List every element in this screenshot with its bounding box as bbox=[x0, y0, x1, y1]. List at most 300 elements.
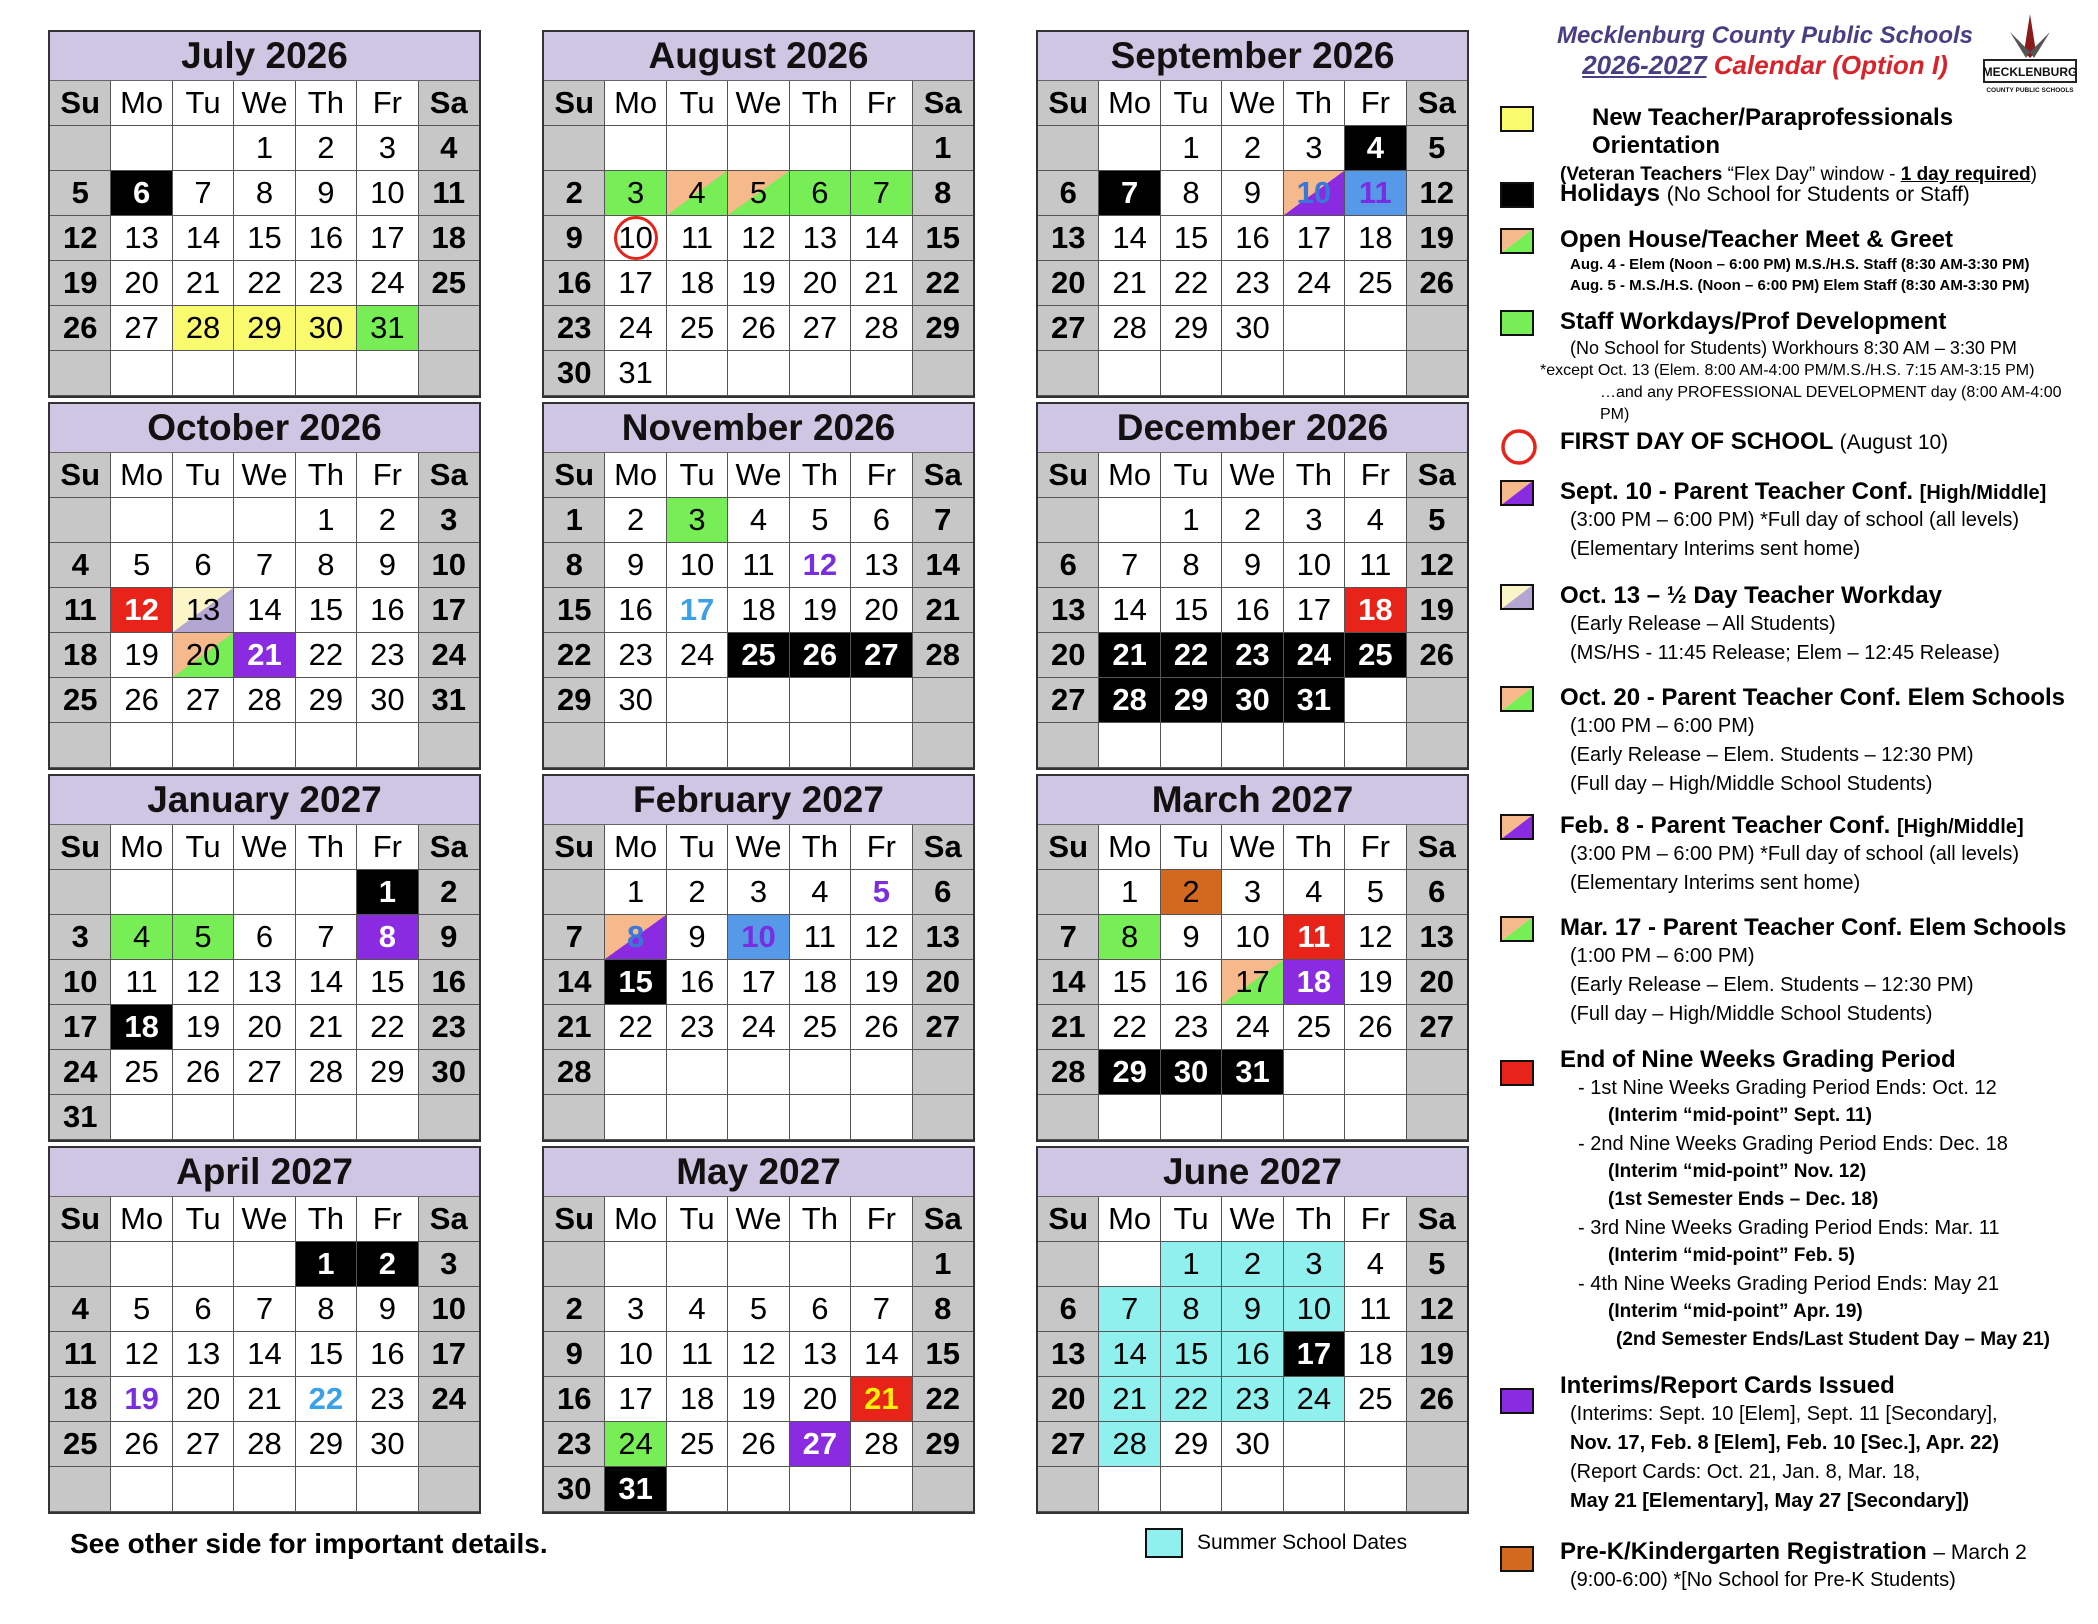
day-cell: 9 bbox=[1222, 171, 1283, 216]
empty-cell bbox=[667, 351, 728, 396]
empty-cell bbox=[790, 1050, 851, 1095]
week-row bbox=[1038, 588, 1467, 633]
day-cell: 4 bbox=[667, 171, 728, 216]
day-cell: 6 bbox=[173, 1287, 234, 1332]
day-cell: 15 bbox=[605, 960, 666, 1005]
weekday-mo: Mo bbox=[1099, 825, 1160, 870]
month-march-2027 bbox=[1036, 774, 1469, 1142]
day-cell: 14 bbox=[544, 960, 605, 1005]
weekday-su: Su bbox=[544, 453, 605, 498]
day-cell: 16 bbox=[357, 1332, 418, 1377]
empty-cell bbox=[1038, 1095, 1099, 1140]
weekday-we: We bbox=[234, 453, 295, 498]
legend-oct20: Oct. 20 - Parent Teacher Conf. Elem Schools (1:00 PM – 6:00 PM) (Early Release – Elem. Students – 12:30 PM) (Full day – High/Middle School Students) bbox=[1500, 684, 2080, 799]
week-row bbox=[544, 261, 973, 306]
day-cell: 26 bbox=[851, 1005, 912, 1050]
weekday-we: We bbox=[234, 81, 295, 126]
day-cell: 1 bbox=[913, 1242, 973, 1287]
month-title: March 2027 bbox=[1038, 776, 1467, 825]
empty-cell bbox=[173, 498, 234, 543]
day-cell: 30 bbox=[1222, 678, 1283, 723]
day-cell: 14 bbox=[1038, 960, 1099, 1005]
school-year: 2026-2027 bbox=[1582, 50, 1707, 80]
day-cell: 11 bbox=[1284, 915, 1345, 960]
day-cell: 5 bbox=[728, 1287, 789, 1332]
weekday-tu: Tu bbox=[1161, 453, 1222, 498]
week-row bbox=[1038, 1377, 1467, 1422]
weekday-tu: Tu bbox=[173, 825, 234, 870]
day-cell: 24 bbox=[1222, 1005, 1283, 1050]
day-cell: 20 bbox=[1038, 261, 1099, 306]
day-cell: 11 bbox=[50, 1332, 111, 1377]
weekday-sa: Sa bbox=[419, 453, 479, 498]
empty-cell bbox=[173, 351, 234, 396]
day-cell: 21 bbox=[1099, 1377, 1160, 1422]
day-cell: 22 bbox=[605, 1005, 666, 1050]
weekday-tu: Tu bbox=[667, 1197, 728, 1242]
empty-cell bbox=[1407, 1095, 1467, 1140]
month-title: January 2027 bbox=[50, 776, 479, 825]
day-cell: 29 bbox=[296, 1422, 357, 1467]
weekday-sa: Sa bbox=[913, 453, 973, 498]
empty-cell bbox=[357, 351, 418, 396]
day-cell: 19 bbox=[728, 1377, 789, 1422]
weekday-mo: Mo bbox=[605, 453, 666, 498]
day-cell: 29 bbox=[357, 1050, 418, 1095]
red-circle-icon bbox=[1500, 428, 1538, 466]
day-cell: 15 bbox=[1161, 1332, 1222, 1377]
day-cell: 14 bbox=[234, 588, 295, 633]
empty-cell bbox=[1284, 1422, 1345, 1467]
day-cell: 22 bbox=[913, 261, 973, 306]
day-cell: 29 bbox=[1161, 306, 1222, 351]
day-cell: 29 bbox=[1161, 1422, 1222, 1467]
empty-cell bbox=[667, 1242, 728, 1287]
day-cell: 13 bbox=[1038, 588, 1099, 633]
day-cell: 28 bbox=[851, 306, 912, 351]
weekday-sa: Sa bbox=[913, 81, 973, 126]
empty-cell bbox=[296, 870, 357, 915]
day-cell: 12 bbox=[1407, 1287, 1467, 1332]
empty-cell bbox=[1345, 1095, 1406, 1140]
week-row bbox=[50, 870, 479, 915]
summer-swatch bbox=[1145, 1528, 1183, 1558]
day-cell: 25 bbox=[790, 1005, 851, 1050]
week-row bbox=[544, 1377, 973, 1422]
day-cell: 10 bbox=[357, 171, 418, 216]
swatch-diagonal-icon bbox=[1500, 814, 1534, 840]
empty-cell bbox=[728, 1242, 789, 1287]
day-cell: 10 bbox=[1222, 915, 1283, 960]
day-cell: 17 bbox=[357, 216, 418, 261]
weekday-header bbox=[50, 81, 479, 126]
empty-cell bbox=[851, 1467, 912, 1512]
day-cell: 10 bbox=[605, 216, 666, 261]
empty-cell bbox=[234, 1242, 295, 1287]
day-cell: 26 bbox=[790, 633, 851, 678]
empty-cell bbox=[851, 1242, 912, 1287]
day-cell: 27 bbox=[1038, 306, 1099, 351]
swatch-diagonal-icon bbox=[1500, 584, 1534, 610]
week-row bbox=[50, 1050, 479, 1095]
empty-cell bbox=[111, 126, 172, 171]
day-cell: 26 bbox=[1345, 1005, 1406, 1050]
weekday-th: Th bbox=[1284, 81, 1345, 126]
day-cell: 8 bbox=[357, 915, 418, 960]
week-row bbox=[544, 1242, 973, 1287]
day-cell: 24 bbox=[1284, 1377, 1345, 1422]
empty-cell bbox=[50, 1242, 111, 1287]
week-row bbox=[544, 588, 973, 633]
weekday-mo: Mo bbox=[111, 81, 172, 126]
month-title: February 2027 bbox=[544, 776, 973, 825]
day-cell: 4 bbox=[1284, 870, 1345, 915]
day-cell: 3 bbox=[419, 498, 479, 543]
weekday-we: We bbox=[234, 825, 295, 870]
day-cell: 18 bbox=[667, 261, 728, 306]
day-cell: 10 bbox=[419, 543, 479, 588]
day-cell: 4 bbox=[728, 498, 789, 543]
day-cell: 16 bbox=[419, 960, 479, 1005]
empty-cell bbox=[913, 1050, 973, 1095]
day-cell: 2 bbox=[1222, 126, 1283, 171]
weekday-sa: Sa bbox=[913, 825, 973, 870]
day-cell: 12 bbox=[728, 1332, 789, 1377]
day-cell: 24 bbox=[50, 1050, 111, 1095]
empty-cell bbox=[1038, 1467, 1099, 1512]
empty-cell bbox=[173, 1467, 234, 1512]
day-cell: 10 bbox=[605, 1332, 666, 1377]
day-cell: 30 bbox=[1222, 306, 1283, 351]
calendar-header bbox=[1540, 22, 1990, 81]
day-cell: 4 bbox=[790, 870, 851, 915]
weekday-th: Th bbox=[790, 81, 851, 126]
weekday-we: We bbox=[728, 453, 789, 498]
day-cell: 28 bbox=[296, 1050, 357, 1095]
day-cell: 11 bbox=[790, 915, 851, 960]
day-cell: 4 bbox=[50, 1287, 111, 1332]
empty-cell bbox=[728, 1467, 789, 1512]
weekday-header bbox=[1038, 825, 1467, 870]
empty-cell bbox=[111, 723, 172, 768]
day-cell: 23 bbox=[357, 633, 418, 678]
week-row bbox=[50, 216, 479, 261]
day-cell: 13 bbox=[173, 1332, 234, 1377]
empty-cell bbox=[1099, 1467, 1160, 1512]
day-cell: 18 bbox=[1345, 588, 1406, 633]
empty-cell bbox=[1345, 723, 1406, 768]
day-cell: 11 bbox=[1345, 171, 1406, 216]
weekday-th: Th bbox=[296, 1197, 357, 1242]
day-cell: 7 bbox=[1099, 1287, 1160, 1332]
weekday-su: Su bbox=[1038, 1197, 1099, 1242]
day-cell: 6 bbox=[173, 543, 234, 588]
day-cell: 19 bbox=[1345, 960, 1406, 1005]
empty-cell bbox=[1407, 1050, 1467, 1095]
week-row bbox=[1038, 498, 1467, 543]
empty-cell bbox=[296, 1095, 357, 1140]
week-row bbox=[544, 126, 973, 171]
empty-cell bbox=[913, 351, 973, 396]
day-cell: 22 bbox=[1161, 1377, 1222, 1422]
week-row bbox=[50, 1005, 479, 1050]
empty-cell bbox=[296, 351, 357, 396]
week-row bbox=[1038, 1242, 1467, 1287]
day-cell: 11 bbox=[1345, 1287, 1406, 1332]
weekday-th: Th bbox=[1284, 825, 1345, 870]
day-cell: 25 bbox=[667, 1422, 728, 1467]
day-cell: 19 bbox=[1407, 216, 1467, 261]
legend-staff-workdays: Staff Workdays/Prof Development (No School for Students) Workhours 8:30 AM – 3:30 PM *except Oct. 13 (Elem. 8:00 AM-4:00 PM/M.S./H.S. 7:15 AM-3:15 PM) …and any PROFESSIONAL DEVELOPMENT day (8:00 AM-4:00 PM) bbox=[1500, 308, 2080, 426]
day-cell: 1 bbox=[296, 1242, 357, 1287]
empty-cell bbox=[1222, 351, 1283, 396]
empty-cell bbox=[1222, 1095, 1283, 1140]
week-row bbox=[50, 351, 479, 396]
day-cell: 3 bbox=[50, 915, 111, 960]
month-september-2026 bbox=[1036, 30, 1469, 398]
day-cell: 25 bbox=[50, 678, 111, 723]
month-june-2027 bbox=[1036, 1146, 1469, 1514]
day-cell: 12 bbox=[50, 216, 111, 261]
empty-cell bbox=[667, 1050, 728, 1095]
day-cell: 11 bbox=[1345, 543, 1406, 588]
day-cell: 16 bbox=[1222, 216, 1283, 261]
day-cell: 30 bbox=[357, 678, 418, 723]
weekday-su: Su bbox=[1038, 81, 1099, 126]
empty-cell bbox=[790, 351, 851, 396]
empty-cell bbox=[1345, 306, 1406, 351]
weekday-tu: Tu bbox=[667, 453, 728, 498]
day-cell: 24 bbox=[419, 633, 479, 678]
day-cell: 17 bbox=[728, 960, 789, 1005]
empty-cell bbox=[544, 126, 605, 171]
weekday-we: We bbox=[1222, 1197, 1283, 1242]
empty-cell bbox=[173, 1242, 234, 1287]
empty-cell bbox=[1099, 723, 1160, 768]
day-cell: 7 bbox=[913, 498, 973, 543]
week-row bbox=[50, 633, 479, 678]
empty-cell bbox=[851, 678, 912, 723]
day-cell: 23 bbox=[1222, 261, 1283, 306]
day-cell: 9 bbox=[296, 171, 357, 216]
day-cell: 6 bbox=[913, 870, 973, 915]
weekday-we: We bbox=[728, 1197, 789, 1242]
empty-cell bbox=[1099, 351, 1160, 396]
day-cell: 8 bbox=[544, 543, 605, 588]
day-cell: 19 bbox=[728, 261, 789, 306]
empty-cell bbox=[111, 1242, 172, 1287]
day-cell: 18 bbox=[50, 1377, 111, 1422]
day-cell: 30 bbox=[605, 678, 666, 723]
swatch-green bbox=[1500, 310, 1534, 336]
day-cell: 10 bbox=[50, 960, 111, 1005]
day-cell: 22 bbox=[544, 633, 605, 678]
day-cell: 30 bbox=[1222, 1422, 1283, 1467]
weekday-th: Th bbox=[1284, 453, 1345, 498]
weekday-we: We bbox=[1222, 825, 1283, 870]
day-cell: 5 bbox=[1407, 1242, 1467, 1287]
weekday-su: Su bbox=[1038, 453, 1099, 498]
day-cell: 12 bbox=[173, 960, 234, 1005]
day-cell: 30 bbox=[1161, 1050, 1222, 1095]
day-cell: 8 bbox=[605, 915, 666, 960]
day-cell: 2 bbox=[1161, 870, 1222, 915]
empty-cell bbox=[111, 498, 172, 543]
weekday-th: Th bbox=[296, 453, 357, 498]
month-november-2026 bbox=[542, 402, 975, 770]
weekday-we: We bbox=[728, 81, 789, 126]
day-cell: 17 bbox=[1284, 1332, 1345, 1377]
day-cell: 10 bbox=[667, 543, 728, 588]
day-cell: 28 bbox=[544, 1050, 605, 1095]
day-cell: 26 bbox=[1407, 1377, 1467, 1422]
day-cell: 6 bbox=[111, 171, 172, 216]
swatch-orange bbox=[1500, 1546, 1534, 1572]
day-cell: 17 bbox=[1284, 588, 1345, 633]
day-cell: 24 bbox=[357, 261, 418, 306]
day-cell: 17 bbox=[605, 261, 666, 306]
empty-cell bbox=[111, 351, 172, 396]
empty-cell bbox=[50, 351, 111, 396]
empty-cell bbox=[296, 1467, 357, 1512]
day-cell: 22 bbox=[296, 633, 357, 678]
empty-cell bbox=[1407, 678, 1467, 723]
day-cell: 2 bbox=[544, 171, 605, 216]
day-cell: 17 bbox=[419, 1332, 479, 1377]
week-row bbox=[50, 261, 479, 306]
empty-cell bbox=[851, 1095, 912, 1140]
weekday-tu: Tu bbox=[1161, 81, 1222, 126]
day-cell: 22 bbox=[234, 261, 295, 306]
day-cell: 31 bbox=[357, 306, 418, 351]
empty-cell bbox=[1038, 126, 1099, 171]
day-cell: 4 bbox=[667, 1287, 728, 1332]
week-row bbox=[50, 678, 479, 723]
day-cell: 19 bbox=[50, 261, 111, 306]
legend-prek: Pre-K/Kindergarten Registration – March 2 (9:00-6:00) *[No School for Pre-K Students) bbox=[1500, 1538, 2080, 1595]
empty-cell bbox=[544, 870, 605, 915]
empty-cell bbox=[605, 1050, 666, 1095]
day-cell: 26 bbox=[728, 1422, 789, 1467]
weekday-sa: Sa bbox=[913, 1197, 973, 1242]
option-label: Calendar (Option I) bbox=[1713, 50, 1948, 80]
day-cell: 25 bbox=[419, 261, 479, 306]
empty-cell bbox=[173, 723, 234, 768]
day-cell: 21 bbox=[173, 261, 234, 306]
day-cell: 19 bbox=[851, 960, 912, 1005]
week-row bbox=[544, 216, 973, 261]
svg-text:MECKLENBURG: MECKLENBURG bbox=[1982, 65, 2078, 79]
day-cell: 28 bbox=[1099, 678, 1160, 723]
day-cell: 8 bbox=[1161, 171, 1222, 216]
weekday-tu: Tu bbox=[1161, 1197, 1222, 1242]
week-row bbox=[50, 723, 479, 768]
day-cell: 19 bbox=[173, 1005, 234, 1050]
day-cell: 3 bbox=[605, 171, 666, 216]
day-cell: 4 bbox=[1345, 498, 1406, 543]
empty-cell bbox=[419, 1467, 479, 1512]
weekday-tu: Tu bbox=[667, 81, 728, 126]
day-cell: 5 bbox=[1407, 126, 1467, 171]
empty-cell bbox=[1161, 1467, 1222, 1512]
day-cell: 20 bbox=[234, 1005, 295, 1050]
day-cell: 3 bbox=[1284, 1242, 1345, 1287]
day-cell: 2 bbox=[667, 870, 728, 915]
day-cell: 9 bbox=[357, 1287, 418, 1332]
day-cell: 7 bbox=[544, 915, 605, 960]
month-title: April 2027 bbox=[50, 1148, 479, 1197]
day-cell: 17 bbox=[667, 588, 728, 633]
day-cell: 1 bbox=[1161, 1242, 1222, 1287]
day-cell: 7 bbox=[296, 915, 357, 960]
day-cell: 19 bbox=[111, 1377, 172, 1422]
day-cell: 24 bbox=[605, 1422, 666, 1467]
week-row bbox=[544, 171, 973, 216]
empty-cell bbox=[50, 723, 111, 768]
day-cell: 25 bbox=[1345, 1377, 1406, 1422]
day-cell: 11 bbox=[111, 960, 172, 1005]
legend-feb-conf: Feb. 8 - Parent Teacher Conf. [High/Middle] (3:00 PM – 6:00 PM) *Full day of school (all levels) (Elementary Interims sent home) bbox=[1500, 812, 2080, 898]
day-cell: 28 bbox=[913, 633, 973, 678]
day-cell: 9 bbox=[667, 915, 728, 960]
day-cell: 29 bbox=[1099, 1050, 1160, 1095]
day-cell: 11 bbox=[667, 1332, 728, 1377]
week-row bbox=[50, 1242, 479, 1287]
day-cell: 21 bbox=[1038, 1005, 1099, 1050]
day-cell: 4 bbox=[111, 915, 172, 960]
day-cell: 15 bbox=[913, 1332, 973, 1377]
day-cell: 8 bbox=[913, 1287, 973, 1332]
weekday-mo: Mo bbox=[1099, 453, 1160, 498]
empty-cell bbox=[1284, 1050, 1345, 1095]
day-cell: 25 bbox=[1284, 1005, 1345, 1050]
empty-cell bbox=[50, 126, 111, 171]
week-row bbox=[544, 1467, 973, 1512]
swatch-purple bbox=[1500, 1388, 1534, 1414]
legend-holidays: Holidays (No School for Students or Staff) bbox=[1500, 180, 2080, 208]
empty-cell bbox=[1038, 1242, 1099, 1287]
day-cell: 28 bbox=[234, 678, 295, 723]
day-cell: 5 bbox=[728, 171, 789, 216]
empty-cell bbox=[419, 1422, 479, 1467]
empty-cell bbox=[1284, 1467, 1345, 1512]
day-cell: 1 bbox=[296, 498, 357, 543]
empty-cell bbox=[419, 723, 479, 768]
day-cell: 5 bbox=[790, 498, 851, 543]
day-cell: 23 bbox=[357, 1377, 418, 1422]
empty-cell bbox=[667, 723, 728, 768]
day-cell: 16 bbox=[605, 588, 666, 633]
day-cell: 27 bbox=[111, 306, 172, 351]
day-cell: 29 bbox=[913, 1422, 973, 1467]
day-cell: 31 bbox=[50, 1095, 111, 1140]
day-cell: 2 bbox=[357, 498, 418, 543]
day-cell: 14 bbox=[173, 216, 234, 261]
empty-cell bbox=[667, 126, 728, 171]
empty-cell bbox=[1407, 723, 1467, 768]
empty-cell bbox=[790, 126, 851, 171]
day-cell: 17 bbox=[50, 1005, 111, 1050]
empty-cell bbox=[1038, 351, 1099, 396]
week-row bbox=[1038, 633, 1467, 678]
weekday-header bbox=[50, 453, 479, 498]
day-cell: 22 bbox=[296, 1377, 357, 1422]
empty-cell bbox=[667, 1467, 728, 1512]
empty-cell bbox=[1222, 723, 1283, 768]
empty-cell bbox=[728, 1095, 789, 1140]
day-cell: 7 bbox=[851, 1287, 912, 1332]
day-cell: 3 bbox=[605, 1287, 666, 1332]
